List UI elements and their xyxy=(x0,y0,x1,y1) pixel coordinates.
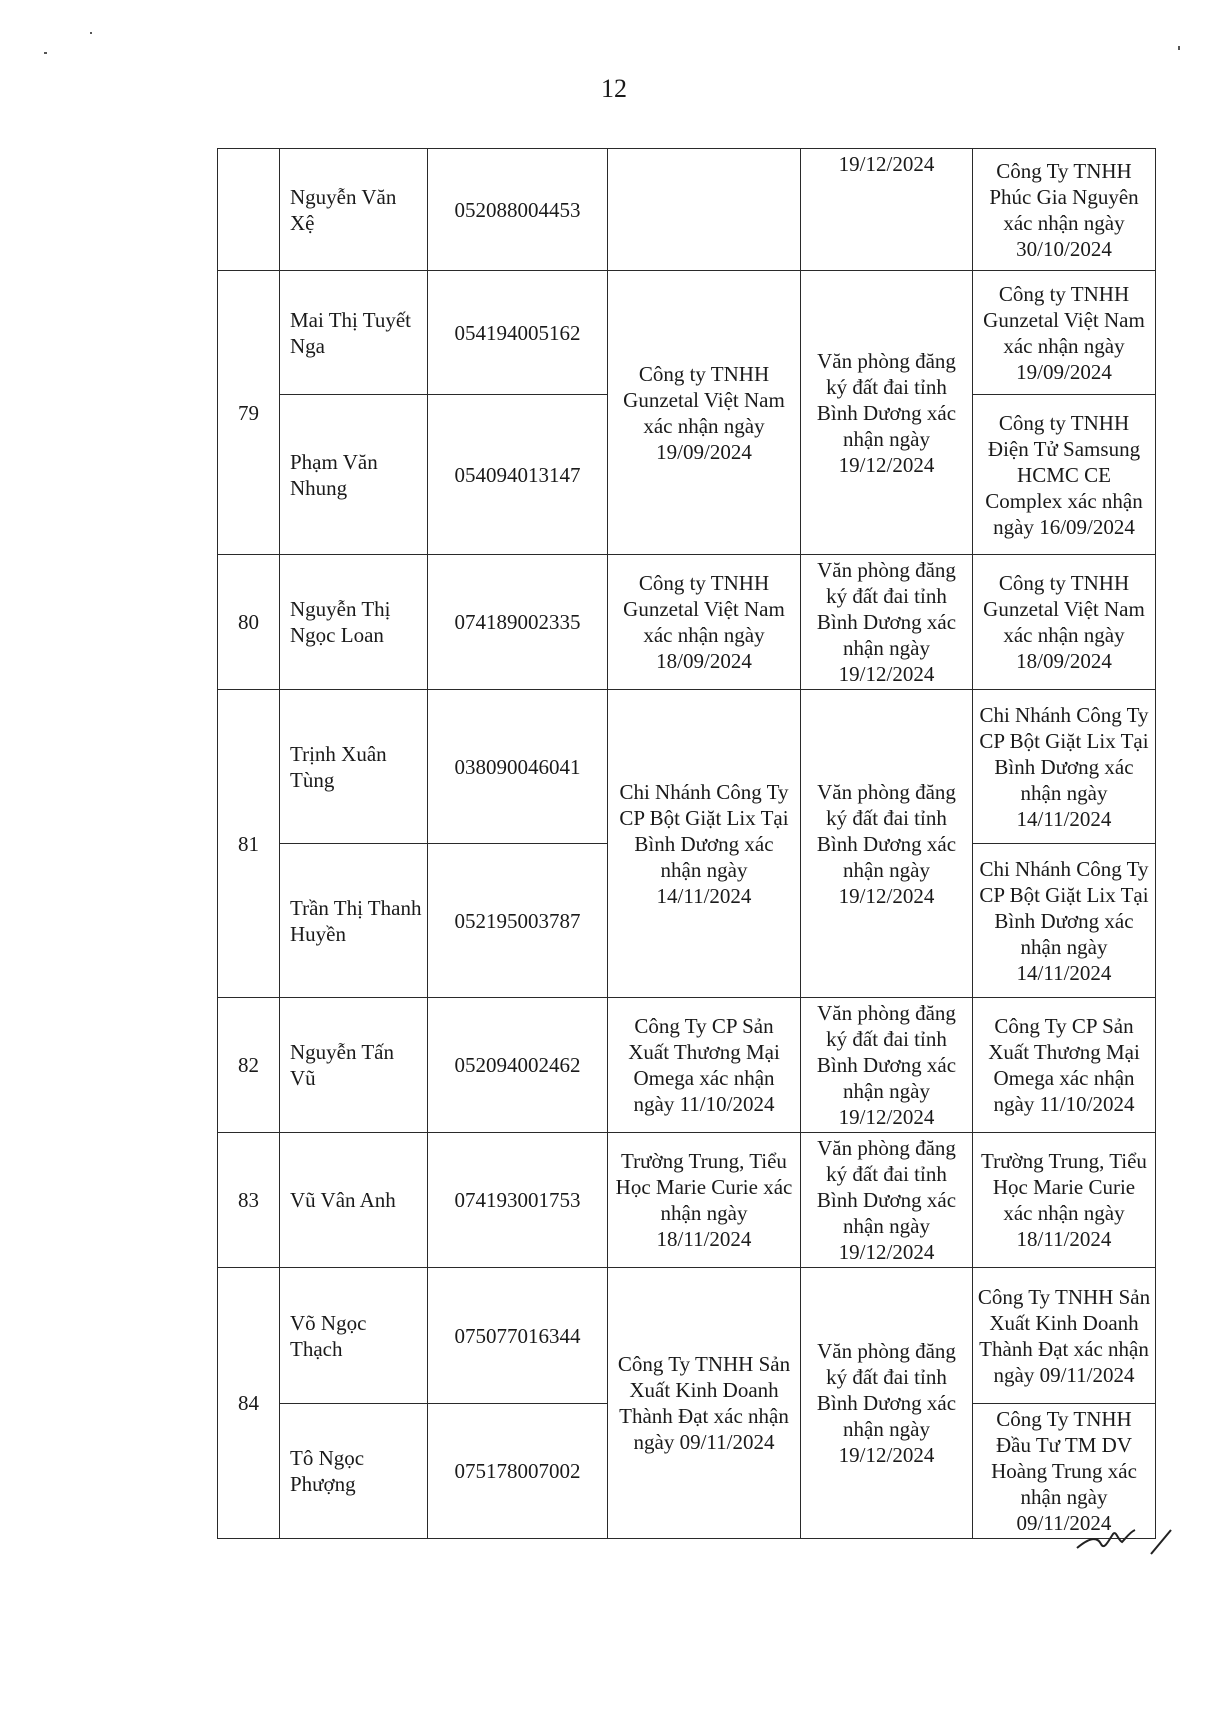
employer-cell: Công Ty TNHH Sản Xuất Kinh Doanh Thành Đạt xác nhận ngày 09/11/2024 xyxy=(973,1268,1156,1404)
confirm-cell: Công ty TNHH Gunzetal Việt Nam xác nhận ngày 19/09/2024 xyxy=(608,271,801,555)
confirm-cell: Công Ty TNHH Sản Xuất Kinh Doanh Thành Đạt xác nhận ngày 09/11/2024 xyxy=(608,1268,801,1539)
id-number-cell: 052094002462 xyxy=(428,998,608,1133)
id-number-cell: 074189002335 xyxy=(428,555,608,690)
stt-cell: 83 xyxy=(218,1133,280,1268)
stt-cell: 81 xyxy=(218,690,280,998)
table-row xyxy=(218,1268,1156,1404)
signature-mark xyxy=(1075,1518,1185,1563)
land-office-cell: Văn phòng đăng ký đất đai tỉnh Bình Dương xác nhận ngày 19/12/2024 xyxy=(801,1133,973,1268)
id-number-cell: 075077016344 xyxy=(428,1268,608,1404)
table-row xyxy=(218,271,1156,395)
id-number-cell: 052195003787 xyxy=(428,844,608,998)
table-row xyxy=(218,690,1156,844)
id-number-cell: 074193001753 xyxy=(428,1133,608,1268)
scan-speck xyxy=(1178,46,1180,50)
name-cell: Trịnh Xuân Tùng xyxy=(280,690,428,844)
name-cell: Mai Thị Tuyết Nga xyxy=(280,271,428,395)
land-office-cell: Văn phòng đăng ký đất đai tỉnh Bình Dương xác nhận ngày 19/12/2024 xyxy=(801,555,973,690)
confirm-cell: Chi Nhánh Công Ty CP Bột Giặt Lix Tại Bình Dương xác nhận ngày 14/11/2024 xyxy=(608,690,801,998)
name-cell: Phạm Văn Nhung xyxy=(280,395,428,555)
land-office-cell: Văn phòng đăng ký đất đai tỉnh Bình Dương xác nhận ngày 19/12/2024 xyxy=(801,271,973,555)
confirm-cell: Công ty TNHH Gunzetal Việt Nam xác nhận ngày 18/09/2024 xyxy=(608,555,801,690)
id-number-cell: 052088004453 xyxy=(428,149,608,271)
stt-cell xyxy=(218,149,280,271)
id-number-cell: 038090046041 xyxy=(428,690,608,844)
id-number-cell: 054194005162 xyxy=(428,271,608,395)
stt-cell: 80 xyxy=(218,555,280,690)
id-number-cell: 075178007002 xyxy=(428,1404,608,1539)
scan-speck xyxy=(90,32,92,34)
employer-cell: Chi Nhánh Công Ty CP Bột Giặt Lix Tại Bình Dương xác nhận ngày 14/11/2024 xyxy=(973,690,1156,844)
table-row xyxy=(218,555,1156,690)
table-row xyxy=(218,149,1156,271)
employer-cell: Trường Trung, Tiểu Học Marie Curie xác nhận ngày 18/11/2024 xyxy=(973,1133,1156,1268)
confirm-cell: Trường Trung, Tiểu Học Marie Curie xác nhận ngày 18/11/2024 xyxy=(608,1133,801,1268)
confirm-cell xyxy=(608,149,801,271)
employer-cell: Công Ty CP Sản Xuất Thương Mại Omega xác nhận ngày 11/10/2024 xyxy=(973,998,1156,1133)
stt-cell: 79 xyxy=(218,271,280,555)
name-cell: Nguyễn Văn Xệ xyxy=(280,149,428,271)
land-office-cell: 19/12/2024 xyxy=(801,149,973,271)
employer-cell: Chi Nhánh Công Ty CP Bột Giặt Lix Tại Bình Dương xác nhận ngày 14/11/2024 xyxy=(973,844,1156,998)
name-cell: Nguyễn Thị Ngọc Loan xyxy=(280,555,428,690)
records-table xyxy=(217,148,1156,1539)
name-cell: Tô Ngọc Phượng xyxy=(280,1404,428,1539)
id-number-cell: 054094013147 xyxy=(428,395,608,555)
employer-cell: Công Ty TNHH Phúc Gia Nguyên xác nhận ngày 30/10/2024 xyxy=(973,149,1156,271)
name-cell: Vũ Vân Anh xyxy=(280,1133,428,1268)
employer-cell: Công ty TNHH Gunzetal Việt Nam xác nhận ngày 18/09/2024 xyxy=(973,555,1156,690)
page-number: 12 xyxy=(601,74,627,103)
name-cell: Võ Ngọc Thạch xyxy=(280,1268,428,1404)
employer-cell: Công ty TNHH Điện Tử Samsung HCMC CE Complex xác nhận ngày 16/09/2024 xyxy=(973,395,1156,555)
table-row xyxy=(218,998,1156,1133)
employer-cell: Công Ty TNHH Đầu Tư TM DV Hoàng Trung xác nhận ngày 09/11/2024 xyxy=(973,1404,1156,1539)
stt-cell: 84 xyxy=(218,1268,280,1539)
scan-speck xyxy=(44,52,47,54)
name-cell: Trần Thị Thanh Huyền xyxy=(280,844,428,998)
stt-cell: 82 xyxy=(218,998,280,1133)
land-office-cell: Văn phòng đăng ký đất đai tỉnh Bình Dương xác nhận ngày 19/12/2024 xyxy=(801,998,973,1133)
land-office-cell: Văn phòng đăng ký đất đai tỉnh Bình Dương xác nhận ngày 19/12/2024 xyxy=(801,1268,973,1539)
employer-cell: Công ty TNHH Gunzetal Việt Nam xác nhận ngày 19/09/2024 xyxy=(973,271,1156,395)
name-cell: Nguyễn Tấn Vũ xyxy=(280,998,428,1133)
land-office-cell: Văn phòng đăng ký đất đai tỉnh Bình Dương xác nhận ngày 19/12/2024 xyxy=(801,690,973,998)
table-row xyxy=(218,1133,1156,1268)
confirm-cell: Công Ty CP Sản Xuất Thương Mại Omega xác nhận ngày 11/10/2024 xyxy=(608,998,801,1133)
